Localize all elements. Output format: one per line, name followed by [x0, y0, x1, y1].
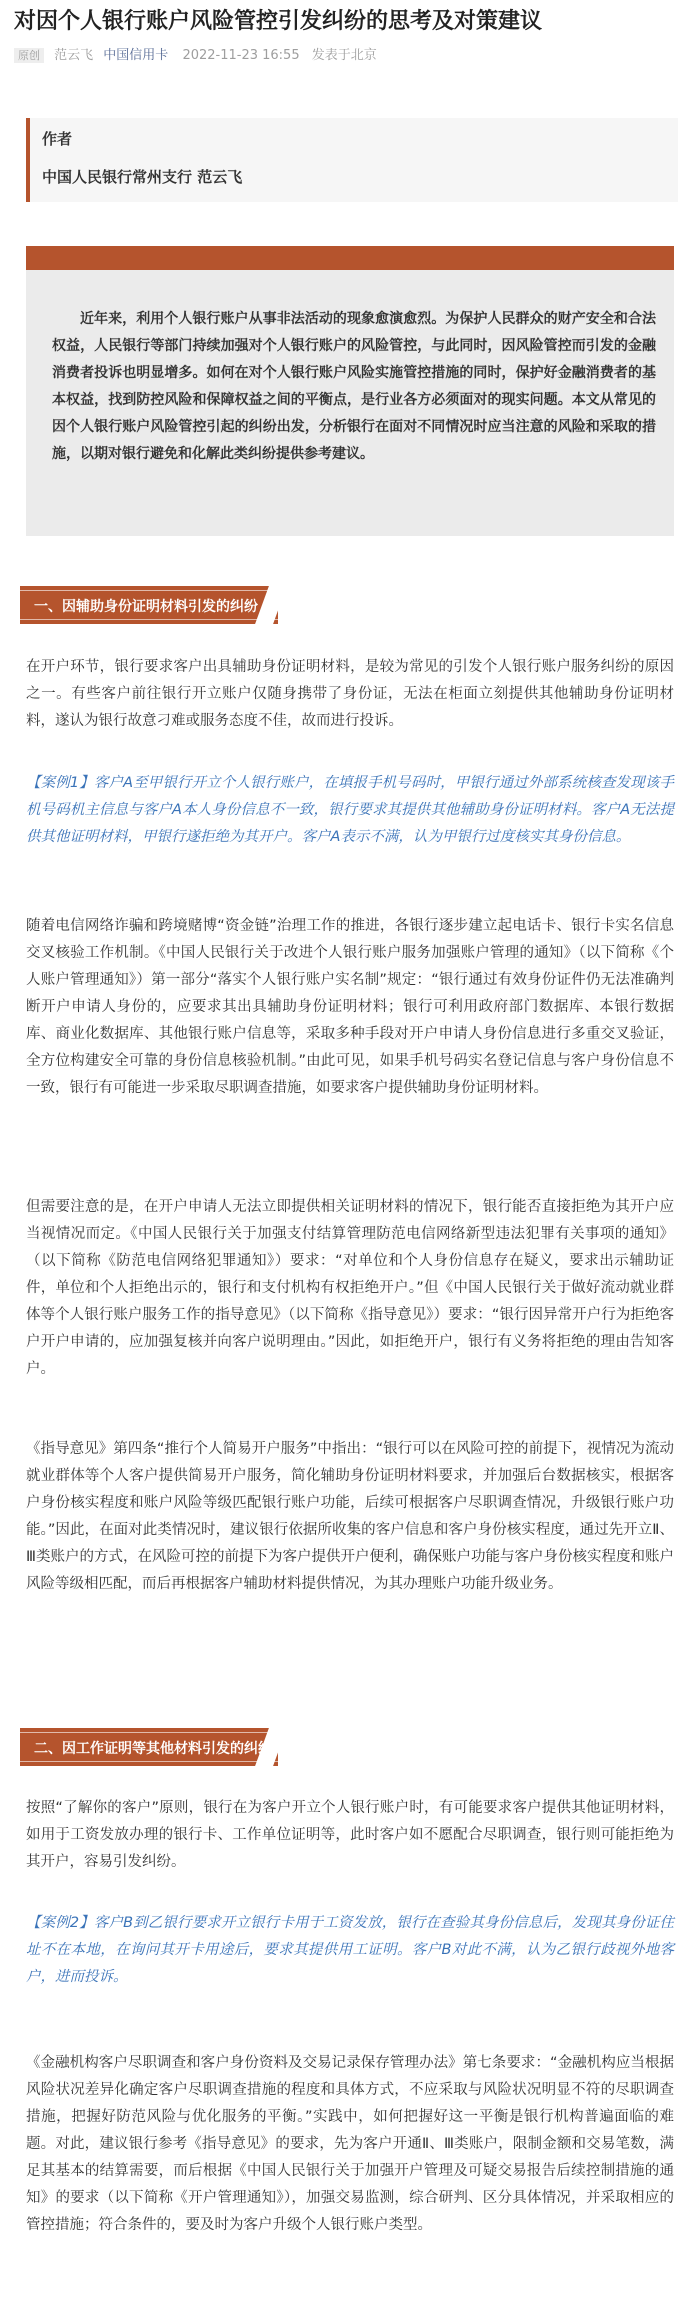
article-author: 范云飞 — [54, 48, 94, 63]
abstract-box — [26, 246, 674, 536]
section-2-title: 二、因工作证明等其他材料引发的纠纷 — [34, 1741, 272, 1757]
section-2-paragraph-1: 按照“了解你的客户”原则，银行在为客户开立个人银行账户时，有可能要求客户提供其他证明材料，如用于工资发放办理的银行卡、工作单位证明等，此时客户如不愿配合尽职调查，银行则可能拒绝为其开户，容易引发纠纷。 — [26, 1800, 674, 1870]
case-2: 【案例2】客户B到乙银行要求开立银行卡用于工资发放，银行在查验其身份信息后，发现其身份证住址不在本地，在询问其开卡用途后，要求其提供用工证明。客户B对此不满，认为乙银行歧视外地客户，进而投诉。 — [26, 1915, 674, 1985]
section-1-paragraph-2: 随着电信网络诈骗和跨境赌博“资金链”治理工作的推进，各银行逐步建立起电话卡、银行卡实名信息交叉核验工作机制。《中国人民银行关于改进个人银行账户服务加强账户管理的通知》（以下简称《个人账户管理通知》）第一部分“落实个人银行账户实名制”规定：“银行通过有效身份证件仍无法准确判断开户申请人身份的，应要求其出具辅助身份证明材料；银行可利用政府部门数据库、本银行数据库、商业化数据库、其他银行账户信息等，采取多种手段对开户申请人身份信息进行多重交叉验证，全方位构建安全可靠的身份信息核验机制。”由此可见，如果手机号码实名登记信息与客户身份信息不一致，银行有可能进一步采取尽职调查措施，如要求客户提供辅助身份证明材料。 — [26, 918, 674, 1096]
section-1-heading — [20, 586, 680, 624]
article-title: 对因个人银行账户风险管控引发纠纷的思考及对策建议 — [14, 9, 543, 34]
section-1-title: 一、因辅助身份证明材料引发的纠纷 — [34, 599, 258, 615]
heading-blank — [278, 1728, 680, 1766]
abstract-text: 近年来，利用个人银行账户从事非法活动的现象愈演愈烈。为保护人民群众的财产安全和合法权益，人民银行等部门持续加强对个人银行账户的风险管控，与此同时，因风险管控而引发的金融消费者投诉也明显增多。如何在对个人银行账户风险实施管控措施的同时，保护好金融消费者的基本权益，找到防控风险和保障权益之间的平衡点，是行业各方必须面对的现实问题。本文从常见的因个人银行账户风险管控引起的纠纷出发，分析银行在面对不同情况时应当注意的风险和采取的措施，以期对银行避免和化解此类纠纷提供参考建议。 — [52, 311, 656, 462]
abstract-top-bar — [26, 246, 674, 270]
author-label: 作者 — [42, 130, 73, 148]
article-meta — [14, 44, 377, 63]
section-1-paragraph-4: 《指导意见》第四条“推行个人简易开户服务”中指出：“银行可以在风险可控的前提下，视情况为流动就业群体等个人客户提供简易开户服务，简化辅助身份证明材料要求，并加强后台数据核实，根据客户身份核实程度和账户风险等级匹配银行账户功能，后续可根据客户尽职调查情况，升级银行账户功能。”因此，在面对此类情况时，建议银行依据所收集的客户信息和客户身份核实程度，通过先开立Ⅱ、Ⅲ类账户的方式，在风险可控的前提下为客户提供开户便利，确保账户功能与客户身份核实程度和账户风险等级相匹配，而后再根据客户辅助材料提供情况，为其办理账户功能升级业务。 — [26, 1441, 674, 1592]
heading-blank — [278, 586, 680, 624]
author-box — [26, 118, 678, 202]
account-link[interactable]: 中国信用卡 — [103, 48, 169, 63]
section-2-heading — [20, 1728, 680, 1766]
section-1-paragraph-1: 在开户环节，银行要求客户出具辅助身份证明材料，是较为常见的引发个人银行账户服务纠纷的原因之一。有些客户前往银行开立账户仅随身携带了身份证，无法在柜面立刻提供其他辅助身份证明材料，遂认为银行故意刁难或服务态度不佳，故而进行投诉。 — [26, 659, 674, 729]
section-2-paragraph-2: 《金融机构客户尽职调查和客户身份资料及交易记录保存管理办法》第七条要求：“金融机构应当根据风险状况差异化确定客户尽职调查措施的程度和具体方式，不应采取与风险状况明显不符的尽职调查措施，把握好防范风险与优化服务的平衡。”实践中，如何把握好这一平衡是银行机构普遍面临的难题。对此，建议银行参考《指导意见》的要求，先为客户开通Ⅱ、Ⅲ类账户，限制金额和交易笔数，满足其基本的结算需要，而后根据《中国人民银行关于加强开户管理及可疑交易报告后续控制措施的通知》的要求（以下简称《开户管理通知》），加强交易监测，综合研判、区分具体情况，并采取相应的管控措施；符合条件的，要及时为客户升级个人银行账户类型。 — [26, 2055, 674, 2233]
publish-datetime: 2022-11-23 16:55 — [182, 48, 300, 63]
section-1-paragraph-3: 但需要注意的是，在开户申请人无法立即提供相关证明材料的情况下，银行能否直接拒绝为其开户应当视情况而定。《中国人民银行关于加强支付结算管理防范电信网络新型违法犯罪有关事项的通知》（以下简称《防范电信网络犯罪通知》）要求：“对单位和个人身份信息存在疑义，要求出示辅助证件，单位和个人拒绝出示的，银行和支付机构有权拒绝开户。”但《中国人民银行关于做好流动就业群体等个人银行账户服务工作的指导意见》（以下简称《指导意见》）要求：“银行因异常开户行为拒绝客户开户申请的，应加强复核并向客户说明理由。”因此，如拒绝开户，银行有义务将拒绝的理由告知客户。 — [26, 1199, 674, 1377]
author-name: 中国人民银行常州支行 范云飞 — [42, 168, 243, 186]
original-tag: 原创 — [14, 48, 44, 63]
publish-location: 发表于北京 — [311, 48, 377, 63]
case-1: 【案例1】客户A至甲银行开立个人银行账户，在填报手机号码时，甲银行通过外部系统核查发现该手机号码机主信息与客户A本人身份信息不一致，银行要求其提供其他辅助身份证明材料。客户A无法提供其他证明材料，甲银行遂拒绝为其开户。客户A表示不满，认为甲银行过度核实其身份信息。 — [26, 775, 674, 845]
